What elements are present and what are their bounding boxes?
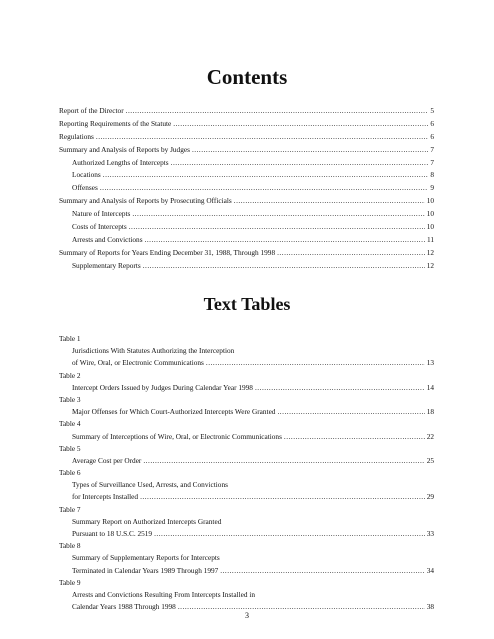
- text-table-line: [59, 358, 434, 370]
- contents-entry-page: 10: [426, 222, 434, 232]
- text-table-line-label: Table 2: [59, 370, 81, 380]
- contents-entry-label: Locations: [72, 170, 101, 180]
- text-table-line: [59, 334, 434, 346]
- contents-entry-page: 7: [430, 157, 434, 167]
- contents-entry-label: Report of the Director: [59, 106, 124, 115]
- dot-leader: [178, 602, 425, 611]
- contents-entry-label: Arrests and Convictions: [72, 234, 143, 244]
- text-table-line-page: 18: [426, 407, 434, 417]
- contents-entry-page: 5: [430, 106, 434, 115]
- text-table-line: [59, 492, 434, 504]
- contents-entry: [59, 132, 434, 145]
- dot-leader: [126, 106, 429, 115]
- contents-entry-label: Authorized Lengths of Intercepts: [72, 157, 169, 167]
- text-table-line-label: Major Offenses for Which Court-Authorized Intercepts Were Granted: [72, 407, 276, 417]
- contents-entry-page: 9: [430, 183, 434, 193]
- text-table-line-label: Table 5: [59, 443, 81, 453]
- contents-entry-label: Summary and Analysis of Reports by Prosecuting Officials: [59, 196, 232, 206]
- text-table-line: [59, 541, 434, 553]
- dot-leader: [284, 432, 425, 441]
- text-table-line: [59, 505, 434, 517]
- text-table-line-page: 38: [426, 602, 434, 612]
- contents-entry: [59, 222, 434, 235]
- text-table-line-label: Summary Report on Authorized Intercepts Granted: [72, 516, 222, 526]
- text-table-line-page: 34: [426, 565, 434, 575]
- dot-leader: [206, 358, 425, 367]
- dot-leader: [173, 119, 428, 128]
- contents-entry: [59, 106, 434, 119]
- contents-entry-label: Reporting Requirements of the Statute: [59, 118, 172, 128]
- contents-entry: [59, 196, 434, 209]
- dot-leader: [100, 183, 429, 192]
- contents-entry-label: Offenses: [72, 183, 98, 193]
- dot-leader: [103, 170, 429, 179]
- dot-leader: [129, 222, 425, 231]
- dot-leader: [132, 209, 424, 218]
- text-table-line: [59, 566, 434, 578]
- text-table-line-label: of Wire, Oral, or Electronic Communications: [72, 358, 204, 368]
- contents-list: [59, 106, 434, 274]
- text-table-line-page: 22: [426, 431, 434, 441]
- dot-leader: [143, 261, 425, 270]
- text-table-line: [59, 395, 434, 407]
- contents-entry: [59, 261, 434, 274]
- text-table-line-label: for Intercepts Installed: [72, 492, 139, 502]
- contents-entry-label: Summary and Analysis of Reports by Judges: [59, 144, 190, 154]
- text-table-line-label: Pursuant to 18 U.S.C. 2519: [72, 529, 153, 538]
- text-table-line-label: Table 6: [59, 468, 81, 478]
- contents-entry-page: 8: [430, 170, 434, 180]
- contents-entry-page: 12: [426, 260, 434, 270]
- text-table-line: [59, 578, 434, 590]
- text-table-line-label: Terminated in Calendar Years 1989 Through 1997: [72, 565, 219, 575]
- contents-entry: [59, 209, 434, 222]
- dot-leader: [277, 407, 424, 416]
- text-table-line: [59, 346, 434, 358]
- text-table-line: [59, 553, 434, 565]
- text-table-line: [59, 517, 434, 529]
- text-table-line: [59, 419, 434, 431]
- text-tables-list: [59, 334, 434, 614]
- dot-leader: [96, 132, 428, 141]
- contents-entry: [59, 248, 434, 261]
- text-table-line-label: Table 8: [59, 541, 81, 551]
- dot-leader: [154, 529, 425, 538]
- text-table-line-page: 25: [426, 455, 434, 465]
- dot-leader: [277, 248, 425, 257]
- text-table-line: [59, 407, 434, 419]
- text-table-line-label: Average Cost per Order: [72, 455, 142, 465]
- contents-entry-label: Nature of Intercepts: [72, 209, 131, 219]
- text-table-line: [59, 590, 434, 602]
- text-table-line: [59, 444, 434, 456]
- page-number: 3: [245, 611, 249, 620]
- contents-heading: Contents: [206, 65, 288, 89]
- text-table-line-label: Summary of Interceptions of Wire, Oral, or Electronic Communications: [72, 431, 282, 441]
- text-table-line: [59, 456, 434, 468]
- text-table-line-label: Table 9: [59, 577, 81, 587]
- contents-entry-label: Regulations: [59, 131, 94, 141]
- dot-leader: [140, 492, 425, 501]
- dot-leader: [192, 145, 428, 154]
- text-table-line: [59, 371, 434, 383]
- text-table-line-label: Summary of Supplementary Reports for Intercepts: [72, 553, 220, 563]
- text-table-line-label: Intercept Orders Issued by Judges During Calendar Year 1998: [72, 382, 253, 392]
- contents-entry: [59, 235, 434, 248]
- text-table-line: [59, 529, 434, 541]
- contents-entry: [59, 119, 434, 132]
- dot-leader: [143, 456, 424, 465]
- contents-entry: [59, 183, 434, 196]
- text-table-line-page: 33: [426, 529, 434, 538]
- contents-entry-page: 7: [430, 144, 434, 154]
- text-table-line: [59, 480, 434, 492]
- text-table-line-page: 14: [426, 382, 434, 392]
- contents-entry-page: 11: [426, 234, 434, 244]
- text-table-line-label: Arrests and Convictions Resulting From Intercepts Installed in: [72, 589, 256, 599]
- text-tables-heading: Text Tables: [203, 294, 291, 314]
- contents-entry: [59, 145, 434, 158]
- text-table-line-label: Table 1: [59, 334, 81, 343]
- dot-leader: [145, 235, 425, 244]
- text-table-line-label: Table 3: [59, 394, 81, 404]
- dot-leader: [255, 383, 425, 392]
- contents-entry-page: 10: [426, 196, 434, 206]
- text-table-line: [59, 432, 434, 444]
- contents-entry-page: 6: [430, 118, 434, 128]
- contents-entry-label: Summary of Reports for Years Ending December 31, 1988, Through 1998: [59, 247, 276, 257]
- contents-entry-page: 12: [426, 247, 434, 257]
- text-table-line-label: Types of Surveillance Used, Arrests, and Convictions: [72, 480, 228, 490]
- contents-entry: [59, 158, 434, 171]
- text-table-line-label: Table 4: [59, 419, 81, 429]
- contents-entry: [59, 170, 434, 183]
- contents-entry-label: Costs of Intercepts: [72, 222, 127, 232]
- text-table-line-label: Jurisdictions With Statutes Authorizing the Interception: [72, 346, 235, 356]
- text-table-line: [59, 383, 434, 395]
- text-table-line-label: Calendar Years 1988 Through 1998: [72, 602, 176, 612]
- contents-entry-label: Supplementary Reports: [72, 260, 141, 270]
- dot-leader: [171, 158, 429, 167]
- text-table-line-page: 13: [426, 358, 434, 368]
- dot-leader: [234, 196, 425, 205]
- text-table-line-page: 29: [426, 492, 434, 502]
- text-table-line: [59, 468, 434, 480]
- contents-entry-page: 6: [430, 131, 434, 141]
- contents-entry-page: 10: [426, 209, 434, 219]
- dot-leader: [220, 566, 424, 575]
- text-table-line-label: Table 7: [59, 504, 81, 514]
